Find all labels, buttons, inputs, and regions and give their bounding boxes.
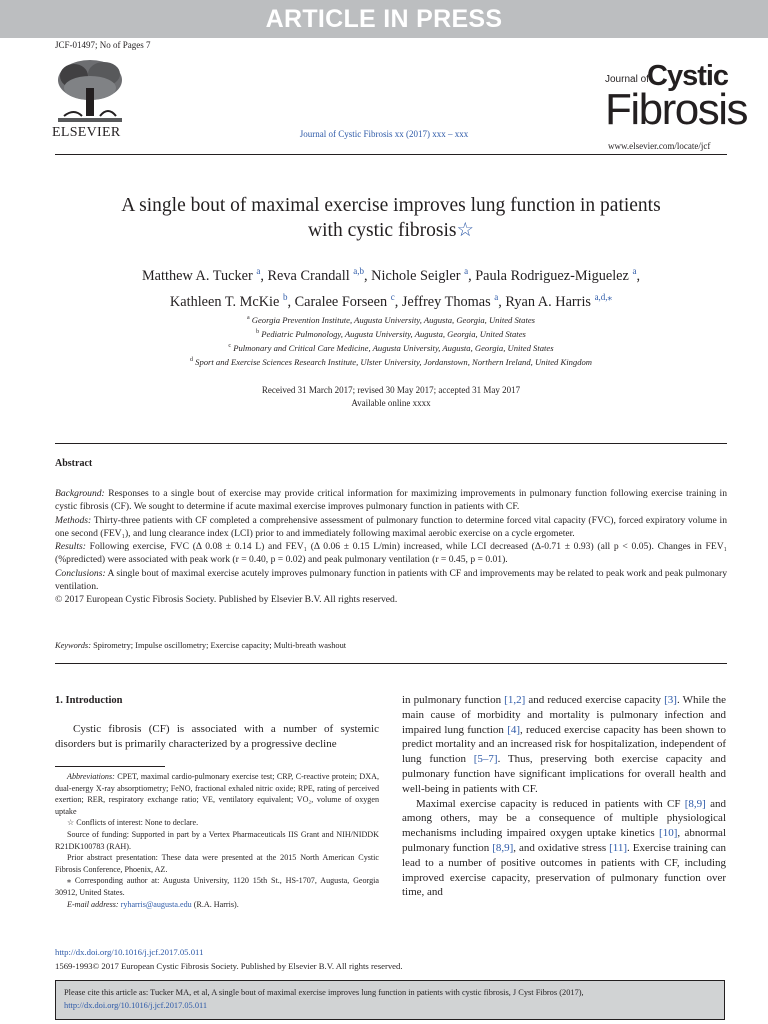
affil-text: Sport and Exercise Sciences Research Institute, Ulster University, Jordanstown, Northern Ireland, United Kingdom <box>195 356 592 367</box>
author: Nichole Seigler <box>371 267 461 284</box>
author-affil-link[interactable]: a <box>494 291 499 302</box>
reference-link[interactable]: [11] <box>609 841 628 854</box>
article-dates <box>55 384 727 410</box>
reference-link[interactable]: [4] <box>507 723 521 736</box>
label: Methods: <box>55 514 92 526</box>
keywords-text: Spirometry; Impulse oscillometry; Exercise capacity; Multi-breath washout <box>90 641 347 650</box>
author-affil-link[interactable]: c <box>390 291 395 302</box>
label: Conclusions: <box>55 567 106 579</box>
title-line-1: A single bout of maximal exercise improves lung function in patients <box>121 195 661 216</box>
logo-fibrosis: Fibrosis <box>605 85 748 134</box>
affiliation <box>55 354 727 368</box>
abstract-background <box>55 487 727 514</box>
intro-paragraph: Cystic fibrosis (CF) is associated with a number of systemic disorders but is primarily characterized by a progressive decline <box>55 723 379 750</box>
label: Abbreviations: <box>67 772 115 781</box>
affiliation <box>55 340 727 354</box>
abstract-conclusions <box>55 567 727 594</box>
logo-cystic: Cystic <box>647 60 729 92</box>
footnote-rule <box>55 766 165 767</box>
author-affil-link[interactable]: a <box>632 266 637 276</box>
affiliation <box>55 326 727 340</box>
text: (R.A. Harris). <box>191 899 239 909</box>
author-list: Matthew A. Tucker $^a$, Reva Crandall $^{a,b}$, Nichole Seigler $^a$, Paula Rodriguez-Miguelez $^a$, Kathleen T. McKie $^b$, Caralee Forseen $^c$, Jeffrey Thomas $^a$, Ryan A. Harris $^{a,d,⁎}$ <box>141 266 641 310</box>
text: . While the main cause of morbidity and mortality is pulmonary infection and impaired lung function <box>402 694 726 736</box>
footnote-conflicts: ☆ Conflicts of interest: None to declare. <box>67 818 199 828</box>
affil-marker: b <box>256 328 260 335</box>
doi-link[interactable]: http://dx.doi.org/10.1016/j.jcf.2017.05.011 <box>55 947 204 957</box>
section-heading-introduction: 1. Introduction <box>55 695 123 706</box>
author-affil-link[interactable]: b <box>282 291 288 302</box>
affil-marker: a <box>246 315 250 321</box>
available-online: Available online xxxx <box>351 398 431 408</box>
text: , abnormal pulmonary function <box>402 827 726 854</box>
text: , reduced exercise capacity has been shown to predict mortality and an increased risk for hospitalization, independent of lung function <box>402 723 726 766</box>
publisher-name: ELSEVIER <box>52 125 121 140</box>
affil-text: Pediatric Pulmonology, Augusta University, Augusta, Georgia, United States <box>261 328 526 339</box>
journal-logo <box>603 60 748 134</box>
label: Background: <box>55 488 105 499</box>
received-dates: Received 31 March 2017; revised 30 May 2017; accepted 31 May 2017 <box>261 385 521 395</box>
text: in pulmonary function <box>402 694 505 706</box>
keywords-label: Keywords: <box>55 641 91 650</box>
author: Reva Crandall <box>267 267 350 284</box>
abstract-methods <box>55 514 727 541</box>
label: E-mail address: <box>67 899 119 909</box>
article-title <box>55 193 727 243</box>
author-affil-link[interactable]: a,b <box>353 266 365 276</box>
abstract-bottom-rule <box>55 663 727 664</box>
title-footnote-star-icon[interactable]: ☆ <box>456 220 474 241</box>
reference-link[interactable]: [8,9] <box>684 797 706 810</box>
reference-link[interactable]: [1,2] <box>504 694 526 706</box>
text: . Exercise training can lead to a number of positive outcomes in patients with CF, including improved exercise capacity, preservation of pulmonary function over time, and <box>402 841 726 899</box>
keywords <box>55 641 727 650</box>
footnote-funding: Source of funding: Supported in part by a Vertex Pharmaceuticals IIS Grant and NIH/NIDDK R21DK100783 (RAH). <box>55 829 379 851</box>
author-affil-link[interactable]: a <box>464 266 469 276</box>
text: and reduced exercise capacity <box>525 694 665 706</box>
text: Maximal exercise capacity is reduced in patients with CF <box>416 797 685 810</box>
author: Jeffrey Thomas <box>401 293 491 310</box>
author: Paula Rodriguez-Miguelez <box>475 267 629 284</box>
reference-link[interactable]: [10] <box>659 827 678 840</box>
intro-left-column <box>55 722 379 752</box>
author: Ryan A. Harris <box>505 293 591 310</box>
footnote-email <box>55 899 379 911</box>
affiliations <box>55 312 727 367</box>
author: Kathleen T. McKie <box>169 293 280 310</box>
affil-text: Pulmonary and Critical Care Medicine, Augusta University, Augusta, Georgia, United States <box>233 342 554 353</box>
author-affil-link[interactable]: a,d,⁎ <box>594 291 613 302</box>
text: Following exercise, FVC (Δ 0.08 ± 0.14 L) and FEV₁ (Δ 0.06 ± 0.15 L/min) increased, while LCI decreased (Δ-0.71 ± 0.93) (all p < 0.05). Changes in FEV₁ (%predicted) were associated with peak work (r = 0.40, p = 0.02) and peak pulmonary ventilation (r = 0.45, p = 0.01). <box>55 541 727 566</box>
author: Matthew A. Tucker <box>141 267 253 284</box>
text: . Thus, preserving both exercise capacity and pulmonary function have significant implications for overall health and well-being in patients with CF. <box>402 753 726 795</box>
citation-text: Please cite this article as: Tucker MA, et al, A single bout of maximal exercise improves lung function in patients with cystic fibrosis, J Cyst Fibros (2017), <box>64 988 584 997</box>
email-link[interactable]: ryharris@augusta.edu <box>120 899 192 909</box>
article-in-press-banner: ARTICLE IN PRESS <box>0 0 768 38</box>
abstract-body <box>55 487 727 607</box>
journal-citation-line[interactable]: Journal of Cystic Fibrosis xx (2017) xxx – xxx <box>299 129 469 139</box>
text: Thirty-three patients with CF completed a comprehensive assessment of pulmonary function to determine forced vital capacity (FVC), forced expiratory volume in one second (FEV₁), and lung clearance index (LCI) prior to and immediately following maximal aerobic exercise on a cycle ergometer. <box>55 514 727 539</box>
affil-marker: c <box>228 342 232 349</box>
affil-marker: d <box>190 356 193 363</box>
reference-link[interactable]: [8,9] <box>492 841 514 854</box>
citation-box <box>55 980 725 1020</box>
label: Results: <box>55 541 86 553</box>
reference-link[interactable]: [3] <box>664 694 677 706</box>
footnote-abbreviations <box>55 771 379 817</box>
text: and among others, may be a consequence of multiple physiological mechanisms including impaired oxygen uptake kinetics <box>402 797 726 840</box>
text: A single bout of maximal exercise acutely improves pulmonary function in patients with CF and improvements may be related to peak work and peak pulmonary ventilation. <box>55 567 727 593</box>
text: Responses to a single bout of exercise may provide critical information for maximizing improvements in pulmonary function following exercise training in cystic fibrosis (CF). We sought to determine if acute maximal exercise improves pulmonary function in patients with CF. <box>55 488 727 513</box>
header-rule <box>55 154 727 155</box>
footnote-corresponding: ⁎ Corresponding author at: Augusta University, 1120 15th St., HS-1707, Augusta, Georgia 30912, United States. <box>55 876 379 897</box>
logo-journal-of: Journal of <box>605 74 649 85</box>
article-id: JCF-01497; No of Pages 7 <box>55 40 151 50</box>
text: , and oxidative stress <box>513 841 610 854</box>
reference-link[interactable]: [5–7] <box>473 753 498 766</box>
affiliation <box>55 312 727 326</box>
intro-right-column <box>402 693 726 900</box>
citation-doi-link[interactable]: http://dx.doi.org/10.1016/j.jcf.2017.05.011 <box>64 1000 208 1010</box>
author-affil-link[interactable]: a <box>256 266 261 276</box>
footnote-prior: Prior abstract presentation: These data were presented at the 2015 North American Cystic Fibrosis Conference, Phoenix, AZ. <box>55 853 379 874</box>
abstract-heading: Abstract <box>55 458 93 469</box>
issn-copyright: 1569-1993© 2017 European Cystic Fibrosis Society. Published by Elsevier B.V. All rights reserved. <box>55 961 403 971</box>
abstract-top-rule <box>55 443 727 444</box>
affil-text: Georgia Prevention Institute, Augusta University, Augusta, Georgia, United States <box>251 314 536 325</box>
abstract-copyright: © 2017 European Cystic Fibrosis Society. Published by Elsevier B.V. All rights reserved. <box>55 594 398 606</box>
title-line-2: with cystic fibrosis <box>308 220 457 241</box>
intro-paragraph <box>402 797 726 901</box>
author: Caralee Forseen <box>294 293 388 310</box>
journal-url[interactable]: www.elsevier.com/locate/jcf <box>608 141 711 151</box>
abstract-results <box>55 540 727 567</box>
intro-paragraph <box>402 693 726 797</box>
text: CPET, maximal cardio-pulmonary exercise test; CRP, C-reactive protein; DXA, dual-energy X-ray absorptiometry; FeNO, fractional exhaled nitric oxide; RPE, rating of perceived exertion; RER, respiratory exchange ratio; VE, ventilatory equivalent; VO₂, volume of oxygen uptake <box>55 772 379 816</box>
footnotes <box>55 771 379 910</box>
elsevier-tree-logo <box>54 58 126 124</box>
